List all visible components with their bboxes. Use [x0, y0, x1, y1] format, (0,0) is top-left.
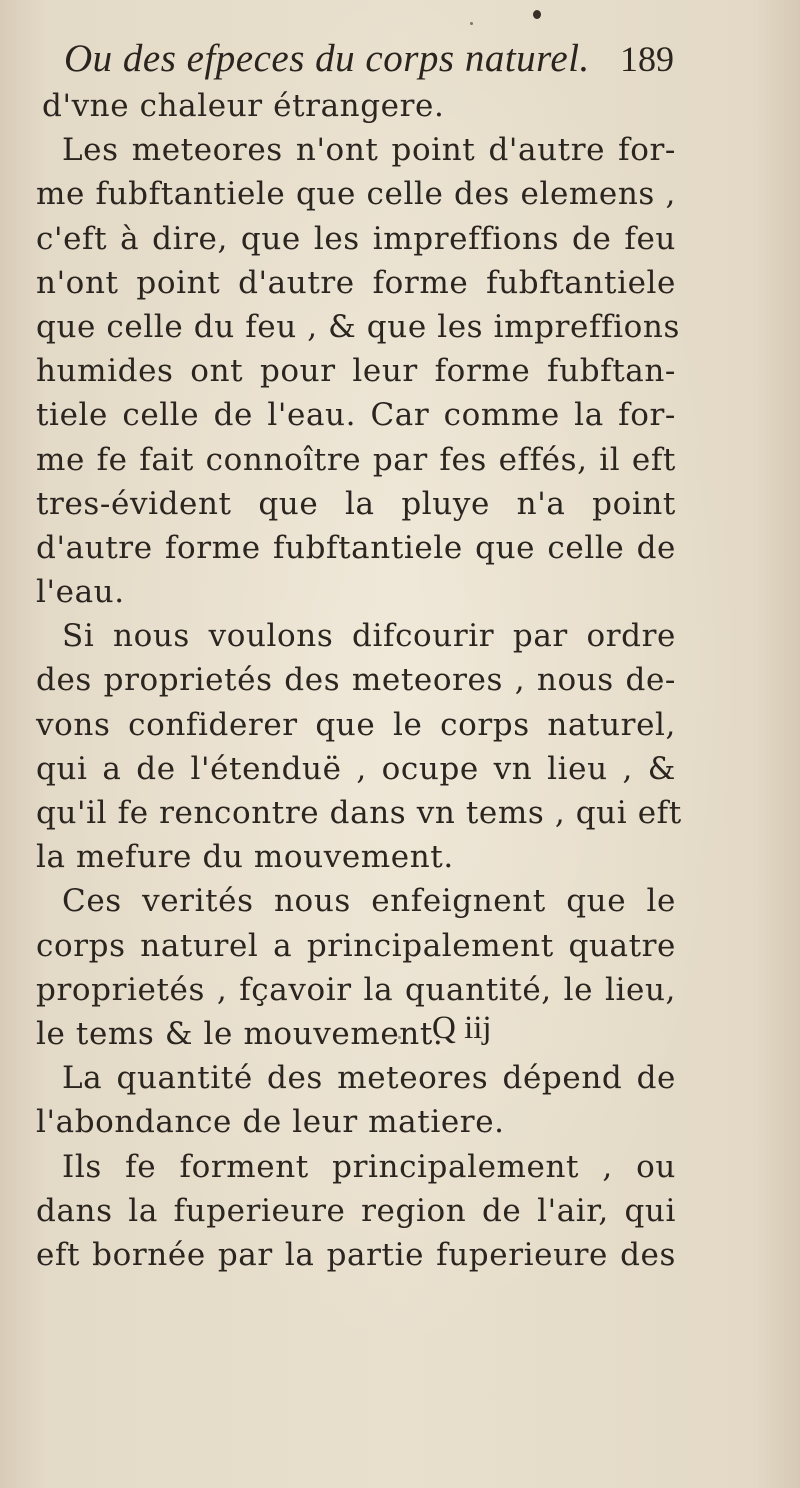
text-line: d'vne chaleur étrangere.: [42, 88, 445, 124]
text-line: Les meteores n'ont point d'autre for-: [62, 132, 676, 169]
text-line: l'abondance de leur matiere.: [36, 1104, 505, 1141]
text-line: proprietés , fçavoir la quantité, le lieu,: [36, 971, 676, 1008]
text-line: humides ont pour leur forme fubftan-: [36, 353, 676, 390]
text-line: qu'il fe rencontre dans vn tems , qui eft: [36, 795, 682, 831]
text-line: d'autre forme fubftantiele que celle de: [36, 529, 676, 566]
text-line: qui a de l'étenduë , ocupe vn lieu , &: [36, 750, 676, 787]
running-head-title: Ou des efpeces du corps naturel.: [64, 37, 590, 80]
text-line: Si nous voulons difcourir par ordre: [62, 618, 676, 655]
text-line: la mefure du mouvement.: [36, 839, 454, 876]
text-line: me fe fait connoître par fes effés, il eft: [36, 441, 676, 478]
body-text: [36, 84, 682, 1277]
page-number: 189: [620, 39, 674, 79]
text-line: Ces verités nous enfeignent que le: [62, 883, 676, 920]
text-line: dans la fuperieure region de l'air, qui: [36, 1192, 676, 1229]
text-line: La quantité des meteores dépend de: [62, 1060, 676, 1097]
signature-mark: Q iij: [432, 1010, 492, 1046]
text-line: l'eau.: [36, 574, 125, 611]
ink-speck: [470, 22, 473, 25]
text-line: corps naturel a principalement quatre: [36, 927, 676, 964]
ink-speck: [533, 10, 541, 19]
text-line: eft bornée par la partie fuperieure des: [36, 1236, 676, 1273]
text-line: le tems & le mouvement.: [36, 1015, 444, 1052]
text-line: Ils fe forment principalement , ou: [62, 1148, 676, 1185]
text-line: tres-évident que la pluye n'a point: [36, 485, 676, 522]
text-line: c'eft à dire, que les impreffions de feu: [36, 220, 676, 257]
text-line: vons confiderer que le corps naturel,: [36, 706, 676, 743]
text-line: me fubftantiele que celle des elemens ,: [36, 176, 676, 213]
text-line: tiele celle de l'eau. Car comme la for-: [36, 397, 676, 434]
text-line: que celle du feu , & que les impreffions: [36, 308, 680, 345]
text-line: des proprietés des meteores , nous de-: [36, 662, 676, 699]
text-line: n'ont point d'autre forme fubftantiele: [36, 264, 676, 301]
running-head: [64, 36, 674, 86]
